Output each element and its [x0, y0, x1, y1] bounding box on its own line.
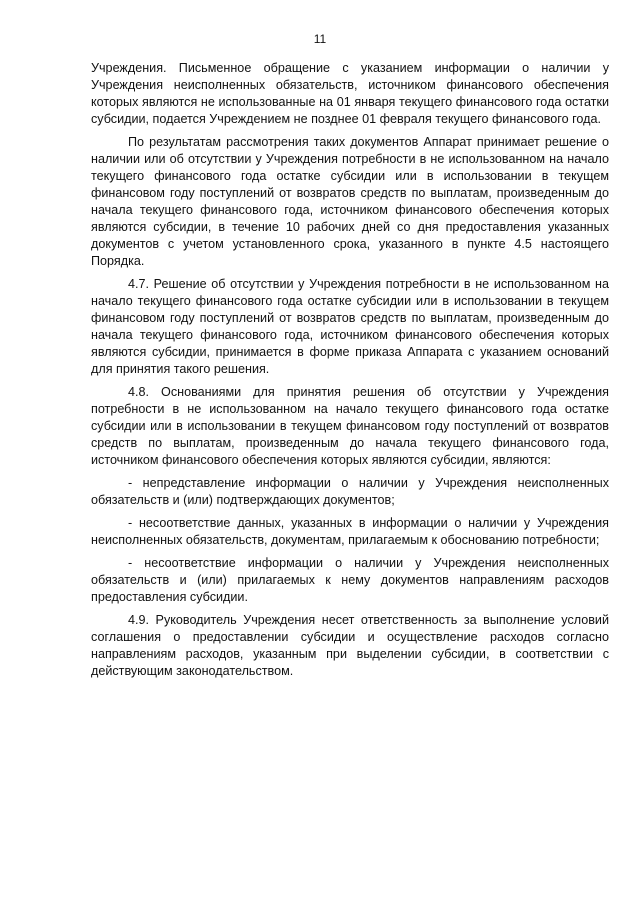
- paragraph-4-8: 4.8. Основаниями для принятия решения об отсутствии у Учреждения потребности в не использованном на начало текущего финансового года остатке субсидии или в использовании в текущем финансовом году поступлений от возвратов средств по выплатам, произведенным до начала текущего финансового года, источником финансового обеспечения которых являются субсидии, являются:: [91, 385, 609, 467]
- paragraph-4-7: 4.7. Решение об отсутствии у Учреждения потребности в не использованном на начало текущего финансового года остатке субсидии или в использовании в текущем финансовом году поступлений от возвратов средств по выплатам, произведенным до начала текущего финансового года, источником финансового обеспечения которых являются субсидии, принимается в форме приказа Аппарата с указанием оснований для принятия такого решения.: [91, 277, 609, 376]
- list-item-non-submission: - непредставление информации о наличии у Учреждения неисполненных обязательств и (или) подтверждающих документов;: [91, 476, 609, 507]
- paragraph-review-decision: По результатам рассмотрения таких документов Аппарат принимает решение о наличии или об отсутствии у Учреждения потребности в не использованном на начало текущего финансового года остатке субсидии или в использовании в текущем финансовом году поступлений от возвратов средств по выплатам, произведенным до начала текущего финансового года, источником финансового обеспечения которых являются субсидии, в течение 10 рабочих дней со дня предоставления указанных документов с учетом установленного срока, указанного в пункте 4.5 настоящего Порядка.: [91, 135, 609, 268]
- document-body: [91, 60, 609, 686]
- list-item-data-mismatch: - несоответствие данных, указанных в информации о наличии у Учреждения неисполненных обязательств, документам, прилагаемым к обоснованию потребности;: [91, 516, 609, 547]
- list-item-direction-mismatch: - несоответствие информации о наличии у Учреждения неисполненных обязательств и (или) прилагаемых к нему документов направлениям расходов предоставления субсидии.: [91, 556, 609, 604]
- paragraph-4-9: 4.9. Руководитель Учреждения несет ответственность за выполнение условий соглашения о предоставлении субсидии и осуществление расходов согласно направлениям расходов, указанным при выделении субсидии, в соответствии с действующим законодательством.: [91, 613, 609, 678]
- paragraph-continuation: Учреждения. Письменное обращение с указанием информации о наличии у Учреждения неисполненных обязательств, источником финансового обеспечения которых являются не использованные на 01 января текущего финансового года остатки субсидии, подается Учреждением не позднее 01 февраля текущего финансового года.: [91, 61, 609, 126]
- page-number: 11: [313, 32, 327, 46]
